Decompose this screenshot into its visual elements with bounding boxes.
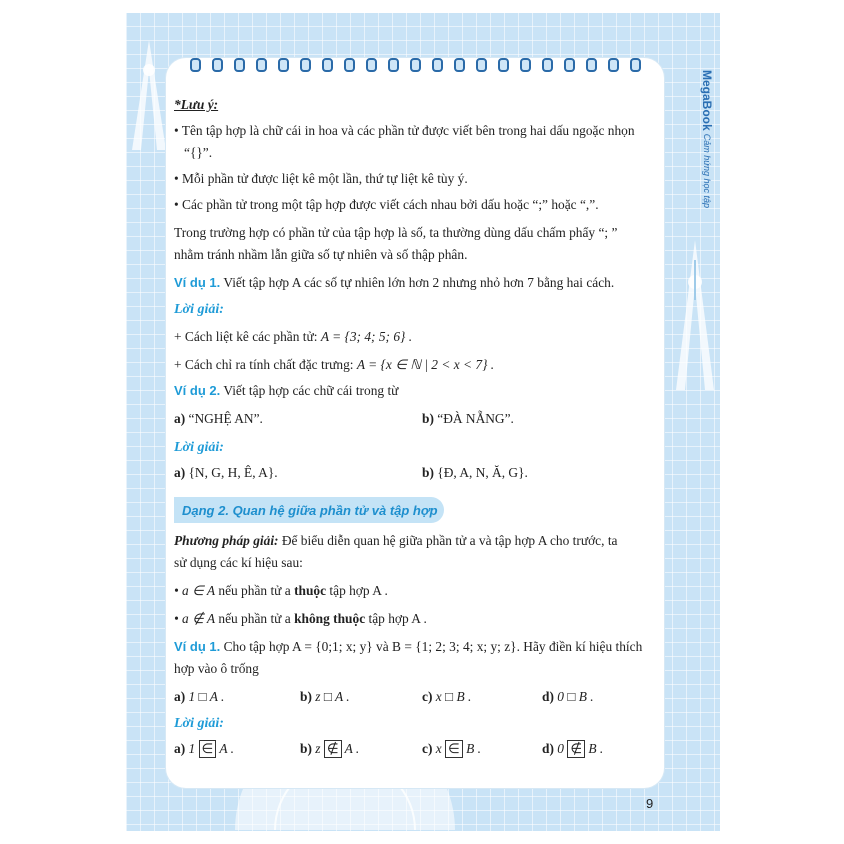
ring-icon: [278, 58, 289, 72]
example2-solution-label: Lời giải:: [174, 440, 224, 455]
answer-box: ∉: [324, 740, 342, 758]
ring-icon: [300, 58, 311, 72]
example3-item-d: d) 0 □ B .: [542, 689, 594, 704]
ring-icon: [432, 58, 443, 72]
brand-tagline: Cảm hứng học tập: [702, 133, 712, 208]
compass-icon: [128, 40, 170, 150]
example2-answer-a: a) {N, G, H, Ê, A}.: [174, 465, 278, 480]
ring-icon: [586, 58, 597, 72]
example2-question: Ví dụ 2. Viết tập hợp các chữ cái trong từ: [174, 383, 399, 398]
ring-icon: [630, 58, 641, 72]
example3-answer-a: a) 1 ∈ A .: [174, 741, 234, 756]
brand-logo: [700, 70, 720, 220]
section-heading: Dạng 2. Quan hệ giữa phần tử và tập hợp: [174, 497, 444, 523]
ring-icon: [520, 58, 531, 72]
example2-answer-b: b) {Đ, A, N, Ă, G}.: [422, 465, 528, 480]
page-number: 9: [646, 796, 654, 811]
ring-icon: [234, 58, 245, 72]
note-bullet: • Các phần tử trong một tập hợp được viết cách nhau bởi dấu hoặc “;” hoặc “,”.: [174, 197, 599, 212]
ring-icon: [344, 58, 355, 72]
note-bullet-cont: “{}”.: [184, 145, 213, 160]
note-paragraph: Trong trường hợp có phần tử của tập hợp là số, ta thường dùng dấu chấm phẩy “; ”: [174, 225, 618, 240]
example3-item-b: b) z □ A .: [300, 689, 350, 704]
method-line2: sử dụng các kí hiệu sau:: [174, 555, 303, 570]
example1-solution-label: Lời giải:: [174, 302, 224, 317]
example3-solution-label: Lời giải:: [174, 716, 224, 731]
compass-icon: [670, 240, 720, 390]
example3-question-cont: hợp vào ô trống: [174, 661, 259, 676]
answer-box: ∈: [445, 740, 463, 758]
notebook-rings: [186, 54, 656, 74]
ring-icon: [410, 58, 421, 72]
example1-question: Ví dụ 1. Viết tập hợp A các số tự nhiên lớn hơn 2 nhưng nhỏ hơn 7 bằng hai cách.: [174, 275, 615, 290]
ring-icon: [322, 58, 333, 72]
ring-icon: [476, 58, 487, 72]
ring-icon: [388, 58, 399, 72]
example1-way2: + Cách chỉ ra tính chất đặc trưng: A = {x ∈ ℕ | 2 < x < 7} .: [174, 357, 495, 372]
ring-icon: [542, 58, 553, 72]
note-paragraph: nhằm tránh nhầm lẫn giữa số tự nhiên và số thập phân.: [174, 247, 468, 262]
ring-icon: [498, 58, 509, 72]
ring-icon: [454, 58, 465, 72]
example3-answer-c: c) x ∈ B .: [422, 741, 481, 756]
example3-item-a: a) 1 □ A .: [174, 689, 225, 704]
note-title: *Lưu ý:: [174, 97, 219, 112]
answer-box: ∈: [199, 740, 217, 758]
ring-icon: [564, 58, 575, 72]
example1-way1: + Cách liệt kê các phần tử: A = {3; 4; 5; 6} .: [174, 329, 413, 344]
example3-question: Ví dụ 1. Cho tập hợp A = {0;1; x; y} và B = {1; 2; 3; 4; x; y; z}. Hãy điền kí hiệu thích: [174, 639, 643, 654]
ring-icon: [366, 58, 377, 72]
example3-item-c: c) x □ B .: [422, 689, 472, 704]
example3-answer-d: d) 0 ∉ B .: [542, 741, 604, 756]
ring-icon: [256, 58, 267, 72]
brand-name: MegaBook: [700, 70, 714, 131]
example2-parts: [174, 410, 658, 428]
example2-a: a) “NGHỆ AN”.: [174, 411, 263, 426]
note-bullet: • Tên tập hợp là chữ cái in hoa và các phần tử được viết bên trong hai dấu ngoặc nhọn: [174, 123, 635, 138]
method-bullet-notin: • a ∉ A nếu phần tử a không thuộc tập hợp A .: [174, 611, 427, 626]
ring-icon: [608, 58, 619, 72]
ring-icon: [212, 58, 223, 72]
example3-answer-b: b) z ∉ A .: [300, 741, 360, 756]
note-bullet: • Mỗi phần tử được liệt kê một lần, thứ tự liệt kê tùy ý.: [174, 171, 468, 186]
ring-icon: [190, 58, 201, 72]
example2-answers: [174, 464, 658, 482]
method-line1: Phương pháp giải: Để biểu diễn quan hệ giữa phần tử a và tập hợp A cho trước, ta: [174, 533, 618, 548]
method-bullet-in: • a ∈ A nếu phần tử a thuộc tập hợp A .: [174, 583, 388, 598]
example2-b: b) “ĐÀ NẴNG”.: [422, 411, 514, 426]
answer-box: ∉: [567, 740, 585, 758]
